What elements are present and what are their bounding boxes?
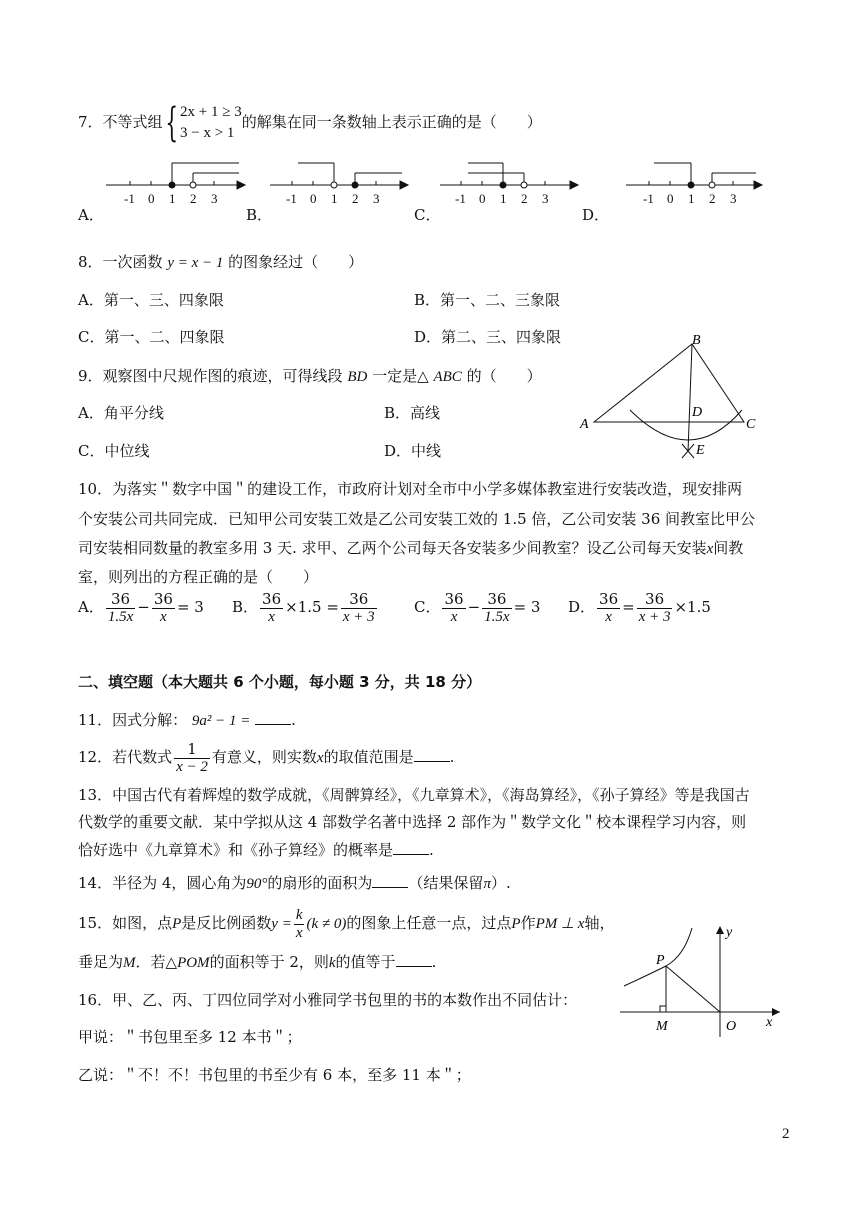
q7-tick-label: -1 (455, 191, 466, 206)
q13-line2: 代数学的重要文献．某中学拟从这 4 部数学名著中选择 2 部作为＂数学文化＂校本课程学习内容，则 (78, 813, 747, 831)
q7-tick-label: 1 (169, 191, 176, 206)
q15-label-o: O (726, 1019, 737, 1034)
q12-answer-blank[interactable] (414, 747, 450, 762)
q10-option-d[interactable]: D． $\frac{36}{x}$ = $\frac{36}{x + 3}$ ×1.5 (568, 589, 711, 625)
q7-tick-label: -1 (286, 191, 297, 206)
q10-option-b[interactable]: B． $\frac{36}{x}$ ×1.5 = $\frac{36}{x + 3}$ (232, 589, 375, 625)
q7-tick-label: 0 (310, 191, 317, 206)
q13-line1: 13．中国古代有着辉煌的数学成就，《周髀算经》，《九章算术》，《海岛算经》，《孙子算经》等是我国古 (78, 786, 750, 804)
q7-tick-label: 2 (521, 191, 528, 206)
q7-tick-label: 1 (331, 191, 338, 206)
q7-tick-label: 0 (479, 191, 486, 206)
q7-option-c[interactable]: C． (414, 206, 441, 224)
q15-line2: 垂足为M．若△POM的面积等于 2，则k的值等于 . (78, 953, 437, 971)
q7-tick-label: 0 (148, 191, 155, 206)
q14-answer-blank[interactable] (372, 873, 408, 888)
q7-tick-label: 3 (373, 191, 380, 206)
q7-tick-label: 2 (190, 191, 197, 206)
q7-inequality-system: 2x + 1 ≥ 3 3 − x > 1 (180, 104, 242, 141)
q15-label-y: y (726, 925, 733, 940)
q7-tick-label: 2 (352, 191, 359, 206)
q7-tick-label: 1 (688, 191, 695, 206)
section-2-heading: 二、填空题（本大题共 6 个小题，每小题 3 分，共 18 分） (78, 673, 482, 691)
q10-option-c[interactable]: C． $\frac{36}{x}$ − $\frac{36}{1.5x}$ = 3 (414, 589, 541, 625)
q7-tick-label: 0 (667, 191, 674, 206)
q7-option-b[interactable]: B． (246, 206, 273, 224)
q10-option-a[interactable]: A． $\frac{36}{1.5x}$ − $\frac{36}{x}$ = 3 (78, 589, 204, 625)
q10-line3: 司安装相同数量的教室多用 3 天. 求甲、乙两个公司每天各安装多少间教室？设乙公司每天安装x间教 (78, 539, 744, 557)
page-number: 2 (782, 1126, 790, 1142)
q9-label-b: B (692, 333, 701, 348)
q15-label-m: M (656, 1019, 668, 1034)
q8-option-d[interactable]: D．第二、三、四象限 (414, 328, 562, 346)
q7-tick-label: 2 (709, 191, 716, 206)
q12: 12．若代数式 $\frac{1}{x - 2}$ 有意义，则实数x的取值范围是 . (78, 739, 455, 775)
q15-label-x: x (766, 1015, 773, 1030)
q8-stem: 8．一次函数 y = x − 1 的图象经过（ ） (78, 253, 364, 271)
q13-line3: 恰好选中《九章算术》和《孙子算经》的概率是 . (78, 841, 434, 859)
q15-answer-blank[interactable] (396, 952, 432, 967)
q16-line3: 乙说：＂不！不！书包里的书至少有 6 本，至多 11 本＂； (78, 1066, 471, 1084)
q13-answer-blank[interactable] (393, 840, 429, 855)
q10-line2: 个安装公司共同完成．已知甲公司安装工效是乙公司安装工效的 1.5 倍，乙公司安装 36 间教室比甲公 (78, 510, 756, 528)
q15-line1: 15．如图，点P是反比例函数y = $\frac{k}{x}$ (k ≠ 0)的图象上任意一点，过点P作PM ⊥ x轴， (78, 906, 615, 941)
q9-option-d[interactable]: D．中线 (384, 442, 442, 460)
q7-stem: 7．不等式组{ 2x + 1 ≥ 3 3 − x > 1 的解集在同一条数轴上表示正确的是（ ） (78, 100, 542, 146)
q7-tick-label: 3 (211, 191, 218, 206)
q9-label-d: D (692, 405, 703, 420)
q15-label-p: P (656, 953, 665, 968)
q7-option-a[interactable]: A． (78, 206, 104, 224)
q10-line1: 10．为落实＂数字中国＂的建设工作，市政府计划对全市中小学多媒体教室进行安装改造，现安排两 (78, 480, 743, 498)
q8-option-a[interactable]: A．第一、三、四象限 (78, 291, 224, 309)
q16-line2: 甲说：＂书包里至多 12 本书＂； (78, 1028, 302, 1046)
q11-answer-blank[interactable] (255, 710, 291, 725)
q9-label-c: C (746, 417, 756, 432)
q16-line1: 16．甲、乙、丙、丁四位同学对小雅同学书包里的书的本数作出不同估计： (78, 991, 578, 1009)
q7-tick-label: 1 (500, 191, 507, 206)
q9-option-c[interactable]: C．中位线 (78, 442, 150, 460)
q7-option-d[interactable]: D． (582, 206, 610, 224)
q10-line4: 室，则列出的方程正确的是（ ） (78, 568, 319, 586)
q9-label-a: A (580, 417, 589, 432)
q11: 11．因式分解： 9a² − 1 = . (78, 711, 296, 729)
q9-option-b[interactable]: B．高线 (384, 404, 441, 422)
q8-option-b[interactable]: B．第一、二、三象限 (414, 291, 561, 309)
q7-tick-label: -1 (643, 191, 654, 206)
q14: 14．半径为 4，圆心角为90°的扇形的面积为 （结果保留π）. (78, 874, 511, 892)
q15-figure (620, 922, 790, 1042)
q9-construction-figure (578, 330, 778, 470)
q9-option-a[interactable]: A．角平分线 (78, 404, 164, 422)
q7-tick-label: 3 (542, 191, 549, 206)
q7-tick-label: 3 (730, 191, 737, 206)
q8-option-c[interactable]: C．第一、二、四象限 (78, 328, 225, 346)
q9-label-e: E (696, 443, 705, 458)
q7-tick-label: -1 (124, 191, 135, 206)
q9-stem: 9．观察图中尺规作图的痕迹，可得线段 BD 一定是△ ABC 的（ ） (78, 367, 542, 385)
